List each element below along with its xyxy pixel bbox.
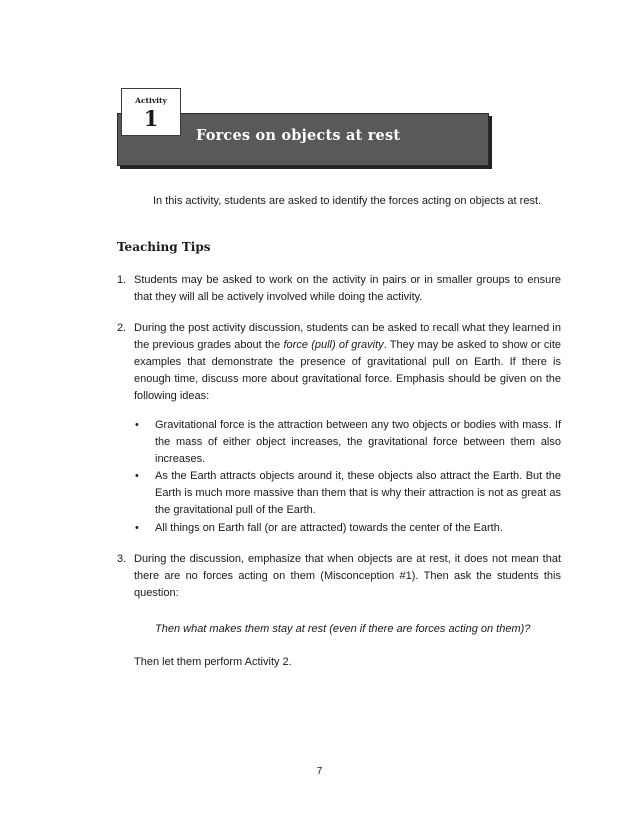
tip-paragraph: During the discussion, emphasize that when objects are at rest, it does not mean that there are no forces acting on them (Misconception #1). Then ask the students this question: (134, 553, 561, 599)
question-text: Then what makes them stay at rest (even if there are forces acting on them)? (155, 623, 531, 635)
activity-number: 1 (143, 106, 159, 131)
bullet-item: All things on Earth fall (or are attracted) towards the center of the Earth. (155, 522, 503, 534)
bullet-icon: • (135, 470, 139, 482)
tip-text-part: . They may be asked to show or cite examples that demonstrate the presence of gravitational pull on Earth. If there is enough time, discuss more about gravitational force. Emphasis should be given on the following ideas: (134, 339, 561, 402)
tip-number: 3. (117, 553, 127, 565)
activity-title: Forces on objects at rest (196, 127, 401, 144)
tip-number: 2. (117, 322, 127, 334)
tip-paragraph: Students may be asked to work on the activity in pairs or in smaller groups to ensure that they will all be actively involved while doing the activity. (134, 274, 561, 303)
tip-number: 1. (117, 274, 127, 286)
bullet-item: Gravitational force is the attraction between any two objects or bodies with mass. If the mass of either object increases, the gravitational force between them also increases. (155, 419, 561, 465)
page-number: 7 (316, 766, 323, 777)
tip-text-part: During the post activity discussion, students can be asked to recall what they learned in the previous grades about the (134, 322, 561, 351)
bullet-icon: • (135, 419, 139, 431)
closing-paragraph: Then let them perform Activity 2. (134, 656, 292, 668)
section-heading: Teaching Tips (117, 240, 211, 254)
bullet-icon: • (135, 522, 139, 534)
activity-number-box (121, 88, 181, 136)
tip-paragraph (134, 320, 561, 405)
intro-paragraph: In this activity, students are asked to identify the forces acting on objects at rest. (153, 195, 542, 207)
bullet-item: As the Earth attracts objects around it, these objects also attract the Earth. But the Earth is much more massive than them that is why their attraction is not as great as the gravitational pull of the Earth. (155, 470, 561, 516)
tip-text-emphasis: force (pull) of gravity (283, 339, 384, 351)
activity-label: Activity (135, 96, 167, 105)
